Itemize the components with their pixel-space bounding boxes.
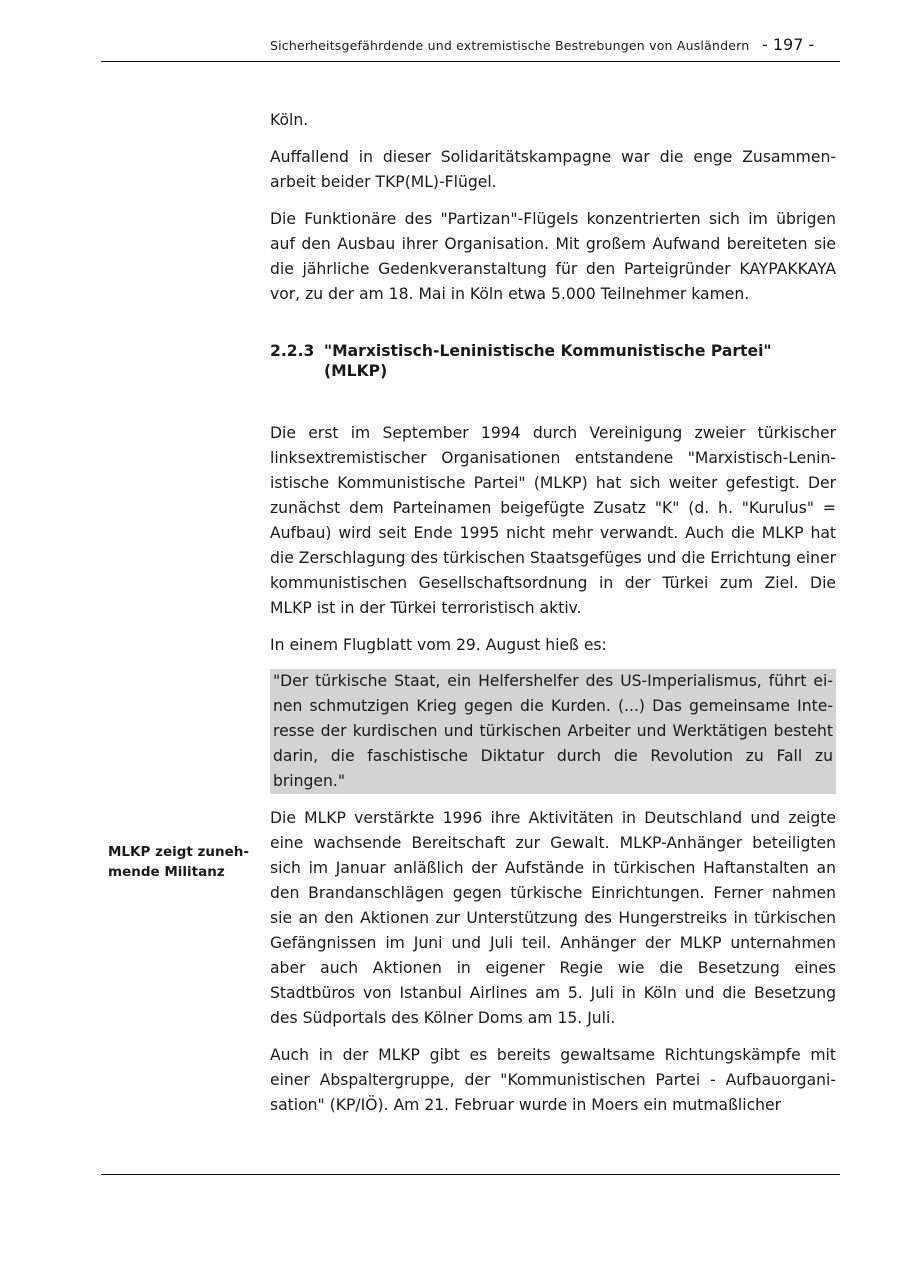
- footer-rule: [101, 1174, 840, 1175]
- paragraph-solidarity: Auffallend in dieser Solidaritätskampagne war die enge Zusammenarbeit beider TKP(ML)-Flügel.: [270, 148, 836, 191]
- paragraph-mlkp-intro: Die erst im September 1994 durch Vereinigung zweier türkischer linksextremistischer Organisationen entstandene "Marxistisch-Leninistische Kommunistische Partei" (MLKP) hat sich weiter gefestigt. Der zunächst dem Parteinamen beigefügte Zusatz "K" (d. h. "Kurulus" = Aufbau) wird seit Ende 1995 nicht mehr verwandt. Auch die MLKP hat die Zerschlagung des türkischen Staatsgefüges und die Errichtung einer kommunistischen Gesellschaftsordnung in der Türkei zum Ziel. Die MLKP ist in der Türkei terroristisch aktiv.: [270, 424, 836, 617]
- section-number: 2.2.3: [270, 342, 315, 360]
- paragraph-flyer-intro: In einem Flugblatt vom 29. August hieß es:: [270, 636, 607, 654]
- paragraph-koeln: Köln.: [270, 111, 309, 129]
- running-header-title: Sicherheitsgefährdende und extremistische Bestrebungen von Ausländern: [270, 38, 750, 53]
- paragraph-mlkp-activities: Die MLKP verstärkte 1996 ihre Aktivitäten in Deutschland und zeigte eine wachsende Bereitschaft zur Gewalt. MLKP-Anhänger beteiligten sich im Januar anläßlich der Aufstände in türkischen Haftanstalten an den Brandanschlägen gegen türkische Einrichtungen. Ferner nahmen sie an den Aktionen zur Unterstützung des Hungerstreiks in türkischen Gefängnissen im Juni und Juli teil. Anhänger der MLKP unternahmen aber auch Aktionen in eigener Regie wie die Besetzung eines Stadtbüros von Istanbul Airlines am 5. Juli in Köln und die Besetzung des Südportals des Kölner Doms am 15. Juli.: [270, 809, 836, 1027]
- header-rule: [101, 61, 840, 62]
- section-heading: [270, 341, 836, 381]
- paragraph-partizan: Die Funktionäre des "Partizan"-Flügels konzentrierten sich im übrigen auf den Ausbau ihrer Organisation. Mit großem Aufwand bereiteten sie die jährliche Gedenkveranstaltung für den Parteigründer KAYPAKKAYA vor, zu der am 18. Mai in Köln etwa 5.000 Teilnehmer kamen.: [270, 210, 836, 303]
- page-number: - 197 -: [762, 35, 815, 54]
- margin-note: MLKP zeigt zuneh-mende Militanz: [108, 844, 249, 880]
- flyer-quote: "Der türkische Staat, ein Helfershelfer des US-Imperialismus, führt einen schmutzigen Krieg gegen die Kurden. (...) Das gemeinsame Interesse der kurdischen und türkischen Arbeiter und Werktätigen besteht darin, die faschistische Diktatur durch die Revolution zu Fall zu bringen.": [270, 669, 836, 794]
- main-text-column: [270, 108, 836, 1130]
- section-title: "Marxistisch-Leninistische Kommunistische Partei" (MLKP): [324, 342, 772, 380]
- paragraph-mlkp-split: Auch in der MLKP gibt es bereits gewaltsame Richtungskämpfe mit einer Abspaltergruppe, der "Kommunistischen Partei - Aufbauorganisation" (KP/IÖ). Am 21. Februar wurde in Moers ein mutmaßlicher: [270, 1046, 836, 1114]
